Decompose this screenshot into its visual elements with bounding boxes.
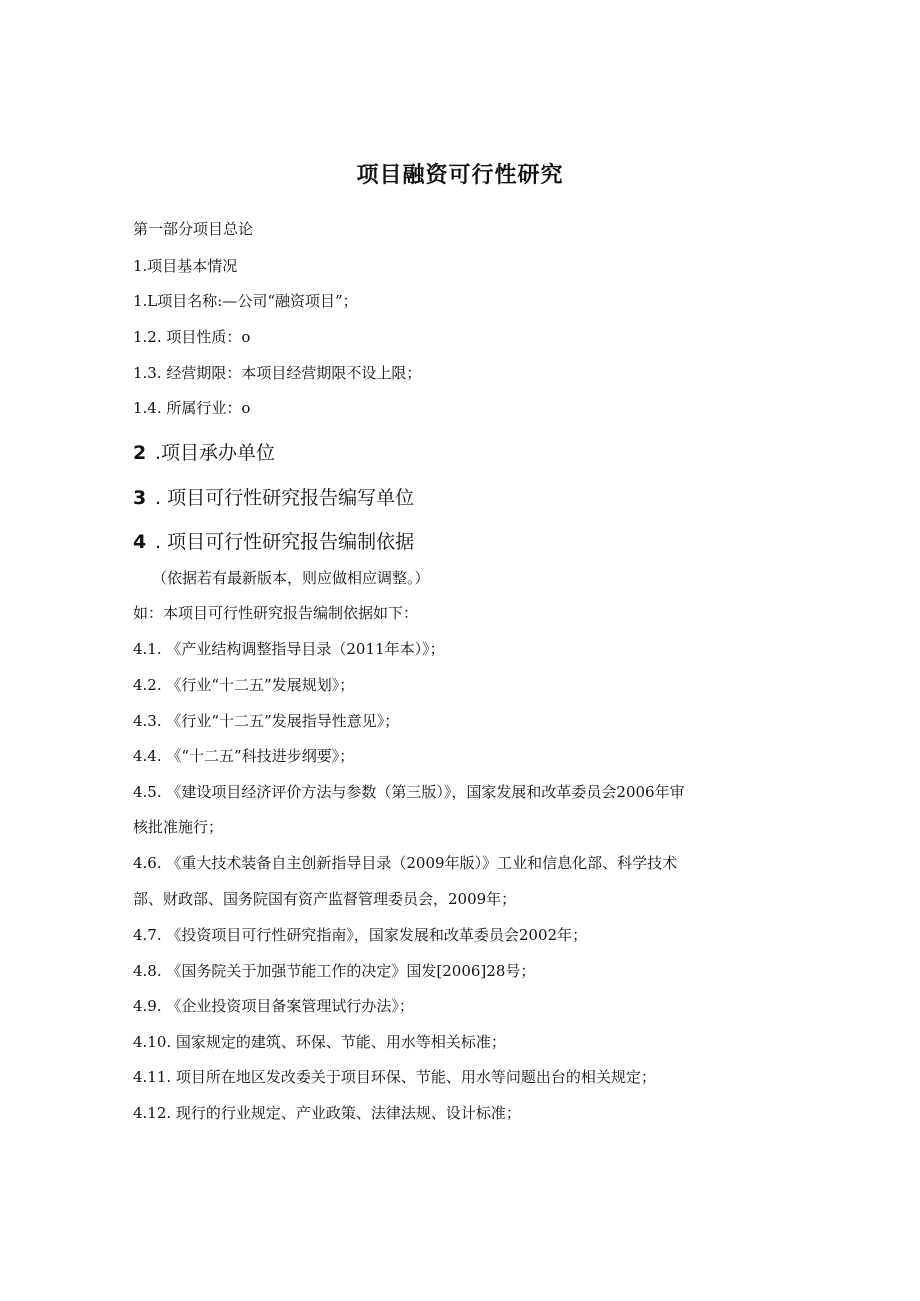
- part-heading: 第一部分项目总论: [133, 220, 254, 238]
- list-item: 4.8. 《国务院关于加强节能工作的决定》国发[2006]28号；: [133, 962, 536, 980]
- list-item: 4.7. 《投资项目可行性研究指南》，国家发展和改革委员会2002年；: [133, 926, 588, 944]
- list-item: 1.2. 项目性质：o: [133, 328, 251, 346]
- list-item: 1.L项目名称:—公司“融资项目”；: [133, 292, 358, 310]
- list-item: 1.4. 所属行业：o: [133, 399, 251, 417]
- list-item: 4.9. 《企业投资项目备案管理试行办法》；: [133, 997, 414, 1015]
- list-item: 4.10. 国家规定的建筑、环保、节能、用水等相关标准；: [133, 1033, 506, 1051]
- intro-text: 如：本项目可行性研究报告编制依据如下：: [133, 604, 419, 622]
- heading-number: 4: [133, 531, 147, 553]
- section-heading: [133, 441, 275, 465]
- list-item: 1.3. 经营期限：本项目经营期限不设上限；: [133, 364, 422, 382]
- section-heading: [133, 530, 414, 554]
- list-item: 4.3. 《行业“十二五”发展指导性意见》；: [133, 712, 400, 730]
- heading-number: 2: [133, 442, 147, 464]
- section-heading: 1.项目基本情况: [133, 257, 238, 275]
- list-item: 4.2. 《行业“十二五”发展规划》；: [133, 676, 355, 694]
- list-item: 4.1. 《产业结构调整指导目录（2011年本）》；: [133, 640, 445, 658]
- note-text: （依据若有最新版本，则应做相应调整。）: [152, 569, 430, 587]
- list-item: 4.11. 项目所在地区发改委关于项目环保、节能、用水等问题出台的相关规定；: [133, 1068, 656, 1086]
- heading-text: .项目承办单位: [155, 442, 276, 464]
- heading-text: . 项目可行性研究报告编制依据: [155, 531, 415, 553]
- list-item: 4.6. 《重大技术装备自主创新指导目录（2009年版）》工业和信息化部、科学技术: [133, 854, 678, 872]
- list-item: 4.12. 现行的行业规定、产业政策、法律法规、设计标准；: [133, 1104, 521, 1122]
- heading-text: . 项目可行性研究报告编写单位: [155, 487, 415, 509]
- section-heading: [133, 486, 414, 510]
- heading-number: 3: [133, 487, 147, 509]
- document-title: 项目融资可行性研究: [356, 163, 564, 188]
- list-item: 4.5. 《建设项目经济评价方法与参数（第三版）》，国家发展和改革委员会2006年审: [133, 783, 685, 801]
- list-item: 4.4. 《“十二五”科技进步纲要》；: [133, 747, 355, 765]
- list-item-continuation: 核批准施行；: [133, 818, 224, 836]
- list-item-continuation: 部、财政部、国务院国有资产监督管理委员会，2009年；: [133, 890, 517, 908]
